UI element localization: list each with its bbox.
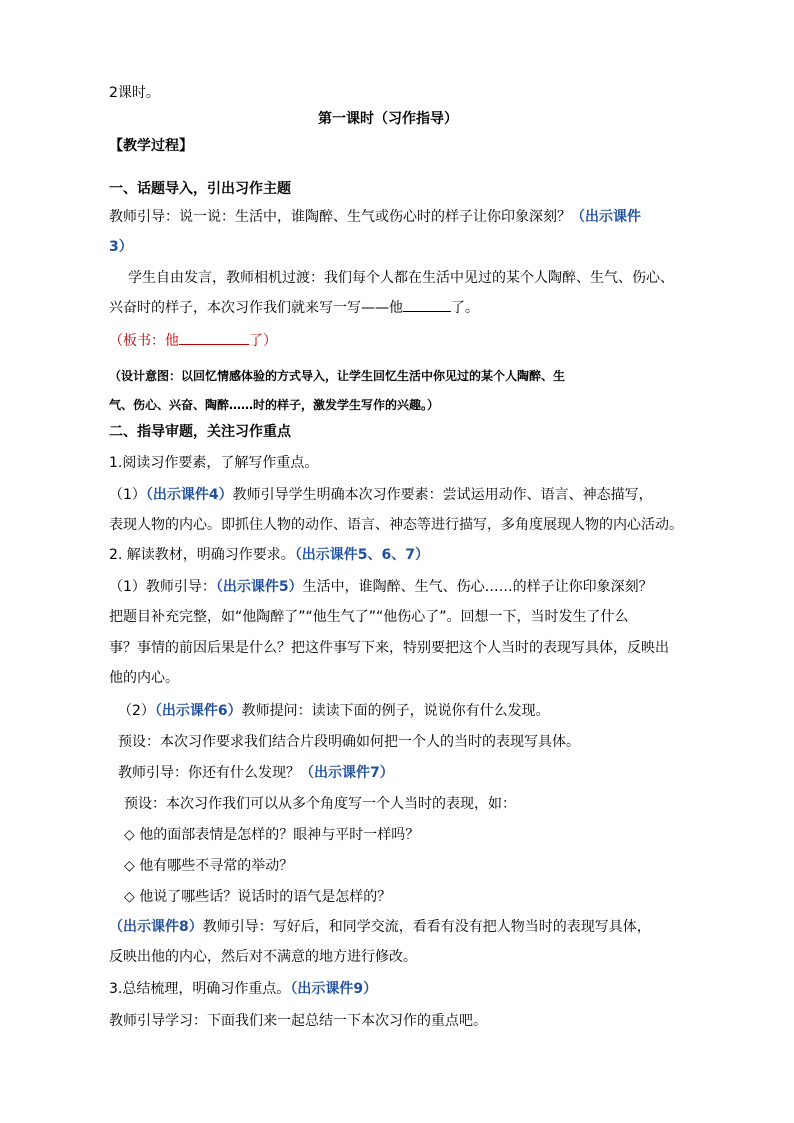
- s1-p1-ref: （出示课件4）: [145, 487, 233, 503]
- s2-p1-line2: 把题目补充完整，如“他陶醉了”“他生气了”“他伤心了”。回想一下，当时发生了什么: [109, 609, 629, 625]
- process-heading: 【教学过程】: [109, 138, 193, 154]
- s2-p2-text: 教师提问：读读下面的例子，说说你有什么发现。: [241, 703, 550, 719]
- student-line2-a: 兴奋时的样子，本次习作我们就来写一写——他: [109, 300, 403, 316]
- student-line2-b: 了。: [451, 300, 479, 316]
- s2-title-ref: （出示课件5、6、7）: [294, 547, 430, 563]
- board-note-b: 了）: [249, 333, 277, 349]
- s1-title: 1.阅读习作要素，了解写作重点。: [109, 455, 319, 471]
- s2-p3-line2: 反映出他的内心，然后对不满意的地方进行修改。: [109, 949, 417, 965]
- s3-title-text: 3.总结梳理，明确习作重点。: [109, 981, 291, 997]
- s3-title: [109, 980, 377, 998]
- s2-p2: [118, 702, 550, 720]
- part1-guide-text: 教师引导：说一说：生活中，谁陶醉、生气或伤心时的样子让你印象深刻？: [109, 209, 571, 225]
- s1-p1-text: 教师引导学生明确本次习作要素：尝试运用动作、语言、神态描写，: [232, 487, 653, 503]
- s1-p1-line2: 表现人物的内心。即抓住人物的动作、语言、神态等进行描写，多角度展现人物的内心活动。: [109, 517, 683, 533]
- s1-p1-num: （1）: [109, 487, 146, 503]
- design-intent-line2: 气、伤心、兴奋、陶醉……时的样子，激发学生写作的兴趣。）: [109, 398, 440, 412]
- design-intent-line1: （设计意图：以回忆情感体验的方式导入，让学生回忆生活中你见过的某个人陶醉、生: [109, 369, 566, 383]
- board-blank: [179, 332, 249, 345]
- s2-title-text: 2. 解读教材，明确习作要求。: [109, 547, 295, 563]
- part1-guide-ref-cont: 3）: [109, 239, 133, 255]
- s2-p3-ref: （出示课件8）: [109, 919, 203, 935]
- part1-student-line1: 学生自由发言，教师相机过渡：我们每个人都在生活中见过的某个人陶醉、生气、伤心、: [128, 270, 674, 286]
- s1-p1: [109, 486, 653, 504]
- s3-ref: （出示课件9）: [290, 981, 378, 997]
- fill-blank: [403, 299, 451, 312]
- header-line: 2课时。: [109, 85, 160, 101]
- bullet-item: ◇ 他有哪些不寻常的举动？: [124, 858, 294, 874]
- part2-heading: 二、指导审题，关注习作重点: [109, 424, 291, 440]
- s2-preset1: 预设：本次习作要求我们结合片段明确如何把一个人的当时的表现写具体。: [118, 734, 580, 750]
- s3-text: 教师引导学习：下面我们来一起总结一下本次习作的重点吧。: [109, 1013, 487, 1029]
- s2-p1: [109, 578, 653, 596]
- s2-title: [109, 546, 429, 564]
- s2-p1-line3: 事？事情的前因后果是什么？把这件事写下来，特别要把这个人当时的表现写具体，反映出: [109, 640, 669, 656]
- s2-p1-line4: 他的内心。: [109, 670, 179, 686]
- s2-p2-ref: （出示课件6）: [154, 703, 242, 719]
- part1-guide-ref: （出示课件: [571, 209, 641, 225]
- s2-p1-ref: （出示课件5）: [215, 579, 303, 595]
- section-title: 第一课时（习作指导）: [318, 111, 458, 127]
- bullet-item: ◇ 他说了哪些话？说话时的语气是怎样的？: [124, 889, 392, 905]
- part1-guide: [109, 208, 641, 226]
- s2-p1-a: （1）教师引导：: [109, 579, 216, 595]
- s2-guide2-ref: （出示课件7）: [300, 765, 394, 781]
- s2-p3: [109, 918, 651, 936]
- s2-p3-text: 教师引导：写好后，和同学交流，看看有没有把人物当时的表现写具体，: [202, 919, 651, 935]
- s2-p1-b: 生活中，谁陶醉、生气、伤心……的样子让你印象深刻？: [302, 579, 653, 595]
- bullet-item: ◇ 他的面部表情是怎样的？眼神与平时一样吗？: [124, 827, 420, 843]
- s2-p2-num: （2）: [118, 703, 155, 719]
- part1-student-line2: [109, 299, 479, 317]
- s2-guide2: [118, 764, 394, 782]
- board-note-a: （板书：他: [109, 333, 179, 349]
- part1-heading: 一、话题导入，引出习作主题: [109, 181, 291, 197]
- s2-preset2: 预设：本次习作我们可以从多个角度写一个人当时的表现，如：: [124, 796, 516, 812]
- s2-guide2-text: 教师引导：你还有什么发现？: [118, 765, 300, 781]
- board-note: [109, 332, 277, 350]
